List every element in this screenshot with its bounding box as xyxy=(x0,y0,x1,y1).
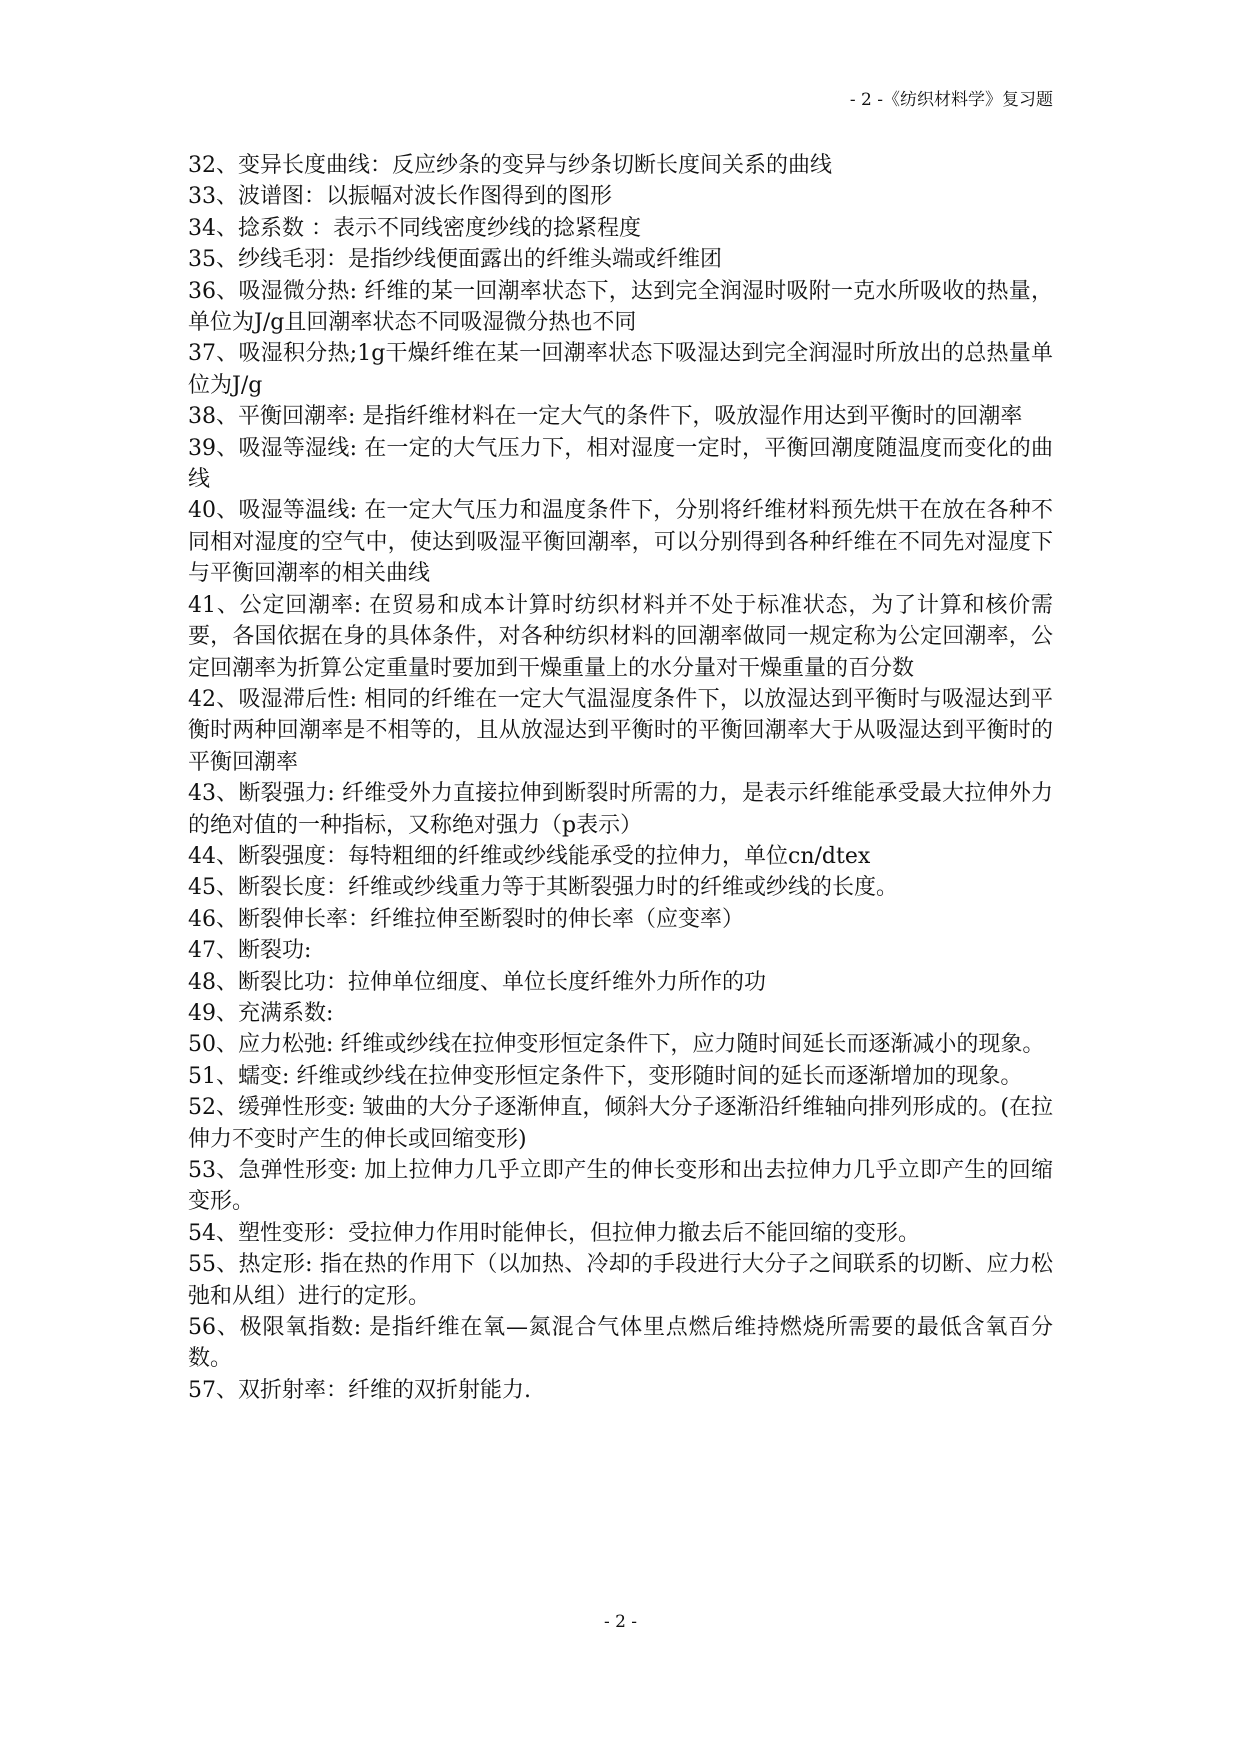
glossary-entry: 38、平衡回潮率: 是指纤维材料在一定大气的条件下，吸放湿作用达到平衡时的回潮率 xyxy=(188,404,1023,430)
glossary-entry: 43、断裂强力: 纤维受外力直接拉伸到断裂时所需的力，是表示纤维能承受最大拉伸外力的绝对值的一种指标，又称绝对强力（p表示） xyxy=(188,781,1053,838)
glossary-entry: 46、断裂伸长率：纤维拉伸至断裂时的伸长率（应变率） xyxy=(188,906,744,932)
glossary-entry: 37、吸湿积分热;1g干燥纤维在某一回潮率状态下吸湿达到完全润湿时所放出的总热量单位为J/g xyxy=(188,341,1053,398)
page-number: - 2 - xyxy=(603,1612,638,1632)
glossary-entry: 33、波谱图：以振幅对波长作图得到的图形 xyxy=(188,184,612,210)
glossary-entry: 57、双折射率：纤维的双折射能力. xyxy=(188,1377,531,1403)
glossary-entry: 39、吸湿等湿线: 在一定的大气压力下，相对湿度一定时，平衡回潮度随温度而变化的曲线 xyxy=(188,435,1053,493)
glossary-entry: 34、捻系数 ：表示不同线密度纱线的捻紧程度 xyxy=(188,215,641,241)
glossary-entry: 56、极限氧指数: 是指纤维在氧—氮混合气体里点燃后维持燃烧所需要的最低含氧百分数。 xyxy=(188,1315,1053,1372)
glossary-list xyxy=(188,150,1053,1406)
glossary-entry: 45、断裂长度：纤维或纱线重力等于其断裂强力时的纤维或纱线的长度。 xyxy=(188,875,898,901)
glossary-entry: 40、吸湿等温线: 在一定大气压力和温度条件下，分别将纤维材料预先烘干在放在各种不同相对湿度的空气中，使达到吸湿平衡回潮率，可以分别得到各种纤维在不同先对湿度下与平衡回潮率的相关曲线 xyxy=(188,498,1053,587)
glossary-entry: 54、塑性变形：受拉伸力作用时能伸长，但拉伸力撤去后不能回缩的变形。 xyxy=(188,1220,920,1246)
glossary-entry: 48、断裂比功：拉伸单位细度、单位长度纤维外力所作的功 xyxy=(188,969,766,995)
glossary-entry: 53、急弹性形变: 加上拉伸力几乎立即产生的伸长变形和出去拉伸力几乎立即产生的回缩变形。 xyxy=(188,1158,1053,1215)
glossary-entry: 50、应力松弛: 纤维或纱线在拉伸变形恒定条件下，应力随时间延长而逐渐减小的现象。 xyxy=(188,1032,1045,1058)
glossary-entry: 42、吸湿滞后性: 相同的纤维在一定大气温湿度条件下，以放湿达到平衡时与吸湿达到平衡时两种回潮率是不相等的，且从放湿达到平衡时的平衡回潮率大于从吸湿达到平衡时的平衡回潮率 xyxy=(188,686,1053,775)
page-header: - 2 -《纺织材料学》复习题 xyxy=(849,90,1053,110)
glossary-entry: 36、吸湿微分热: 纤维的某一回潮率状态下，达到完全润湿时吸附一克水所吸收的热量，单位为J/g且回潮率状态不同吸湿微分热也不同 xyxy=(188,278,1053,336)
glossary-entry: 35、纱线毛羽：是指纱线便面露出的纤维头端或纤维团 xyxy=(188,247,722,273)
glossary-entry: 49、充满系数: xyxy=(188,1000,334,1026)
glossary-entry: 52、缓弹性形变: 皱曲的大分子逐渐伸直，倾斜大分子逐渐沿纤维轴向排列形成的。(在拉伸力不变时产生的伸长或回缩变形) xyxy=(188,1095,1053,1152)
glossary-entry: 41、公定回潮率: 在贸易和成本计算时纺织材料并不处于标准状态，为了计算和核价需要，各国依据在身的具体条件，对各种纺织材料的回潮率做同一规定称为公定回潮率，公定回潮率为折算公定重量时要加到干燥重量上的水分量对干燥重量的百分数 xyxy=(188,592,1053,681)
glossary-entry: 47、断裂功: xyxy=(188,938,312,964)
glossary-entry: 55、热定形: 指在热的作用下（以加热、冷却的手段进行大分子之间联系的切断、应力松弛和从组）进行的定形。 xyxy=(188,1252,1053,1309)
glossary-entry: 51、蠕变: 纤维或纱线在拉伸变形恒定条件下，变形随时间的延长而逐渐增加的现象。 xyxy=(188,1063,1023,1089)
glossary-entry: 32、变异长度曲线：反应纱条的变异与纱条切断长度间关系的曲线 xyxy=(188,153,832,178)
glossary-entry: 44、断裂强度：每特粗细的纤维或纱线能承受的拉伸力，单位cn/dtex xyxy=(188,843,871,869)
